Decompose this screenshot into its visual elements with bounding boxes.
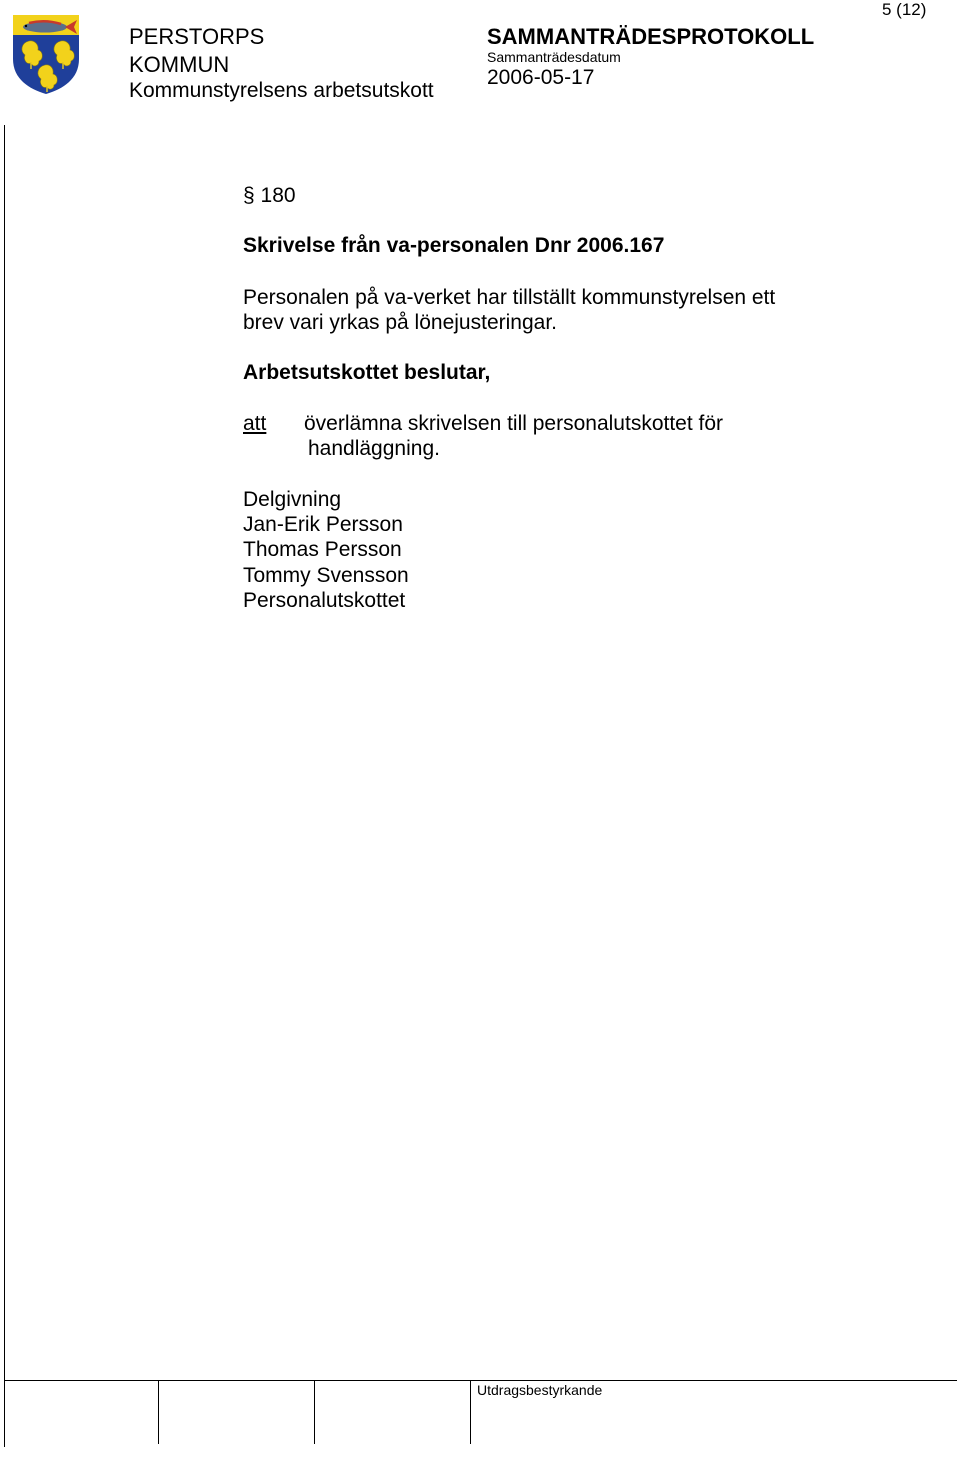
- footer-rule: [4, 1380, 957, 1381]
- distribution-recipient: Tommy Svensson: [243, 563, 409, 587]
- coat-of-arms-icon: [11, 13, 81, 95]
- decision-marker: att: [243, 412, 267, 435]
- distribution-recipient: Personalutskottet: [243, 588, 406, 612]
- distribution-heading: Delgivning: [243, 488, 342, 511]
- page-number: 5 (12): [882, 0, 927, 19]
- document-type: SAMMANTRÄDESPROTOKOLL: [487, 24, 815, 49]
- decision-text-line: överlämna skrivelsen till personalutskottet för: [304, 412, 724, 435]
- item-title: Skrivelse från va-personalen Dnr 2006.167: [243, 234, 665, 257]
- certification-label: Utdragsbestyrkande: [477, 1382, 603, 1398]
- committee-name: Kommunstyrelsens arbetsutskott: [129, 79, 434, 102]
- intro-text-line: brev vari yrkas på lönejusteringar.: [243, 311, 557, 334]
- org-name: PERSTORPS: [129, 24, 265, 49]
- meeting-date-label: Sammanträdesdatum: [487, 49, 621, 65]
- decision-text-line: handläggning.: [308, 437, 440, 460]
- left-margin-rule: [4, 125, 5, 1447]
- distribution-recipient: Jan-Erik Persson: [243, 513, 403, 536]
- distribution-list: [243, 512, 409, 613]
- decision-heading: Arbetsutskottet beslutar,: [243, 361, 491, 384]
- section-number: § 180: [243, 184, 296, 207]
- intro-text-line: Personalen på va-verket har tillställt kommunstyrelsen ett: [243, 286, 776, 309]
- signature-box-divider: [158, 1380, 159, 1444]
- org-name-suffix: KOMMUN: [129, 52, 230, 77]
- signature-box-divider: [470, 1380, 471, 1444]
- distribution-recipient: Thomas Persson: [243, 538, 402, 562]
- meeting-date: 2006-05-17: [487, 66, 595, 89]
- signature-box-divider: [314, 1380, 315, 1444]
